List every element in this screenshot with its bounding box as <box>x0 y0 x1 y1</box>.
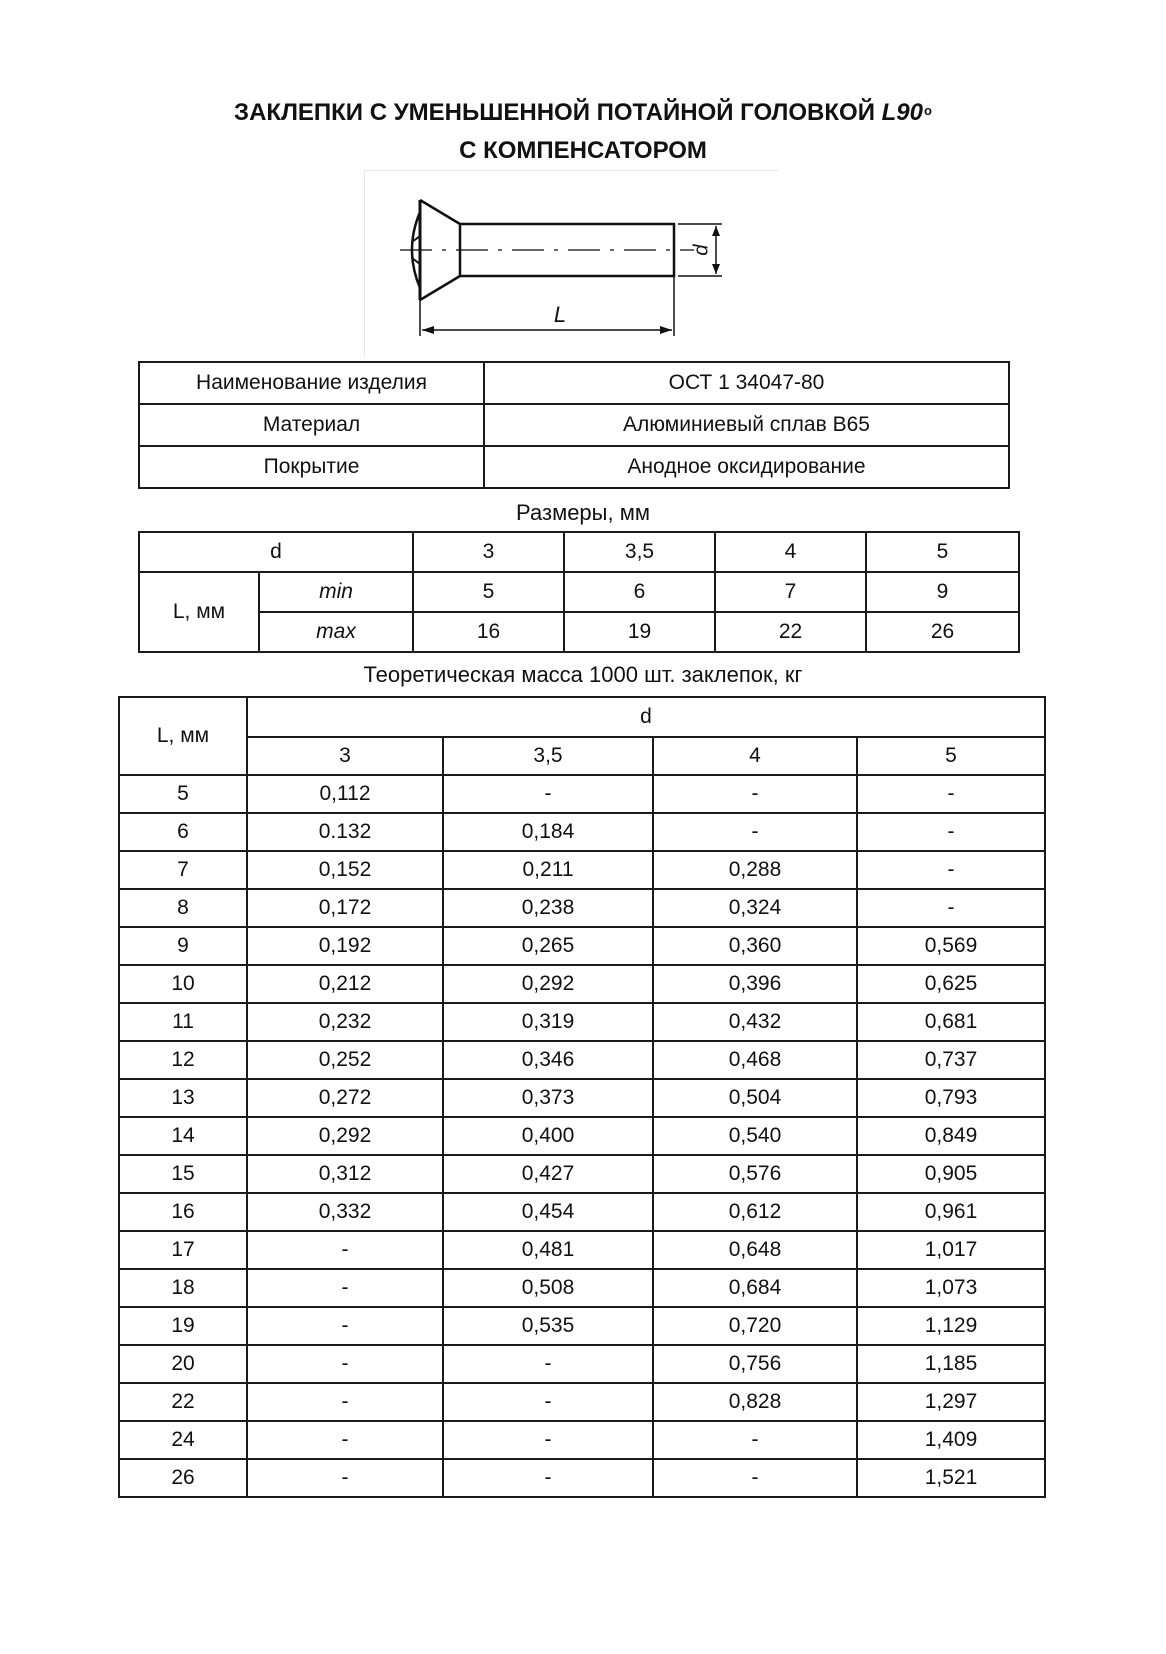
mass-cell: 0,540 <box>653 1117 857 1155</box>
max-value: 26 <box>866 612 1019 652</box>
info-label: Материал <box>139 404 484 446</box>
mass-cell: 0,152 <box>247 851 443 889</box>
mass-cell: - <box>247 1231 443 1269</box>
table-row <box>119 1383 1045 1421</box>
length-cell: 22 <box>119 1383 247 1421</box>
table-row <box>119 813 1045 851</box>
mass-cell: 1,297 <box>857 1383 1045 1421</box>
mass-cell: 0,288 <box>653 851 857 889</box>
mass-cell: - <box>247 1459 443 1497</box>
mass-cell: - <box>857 889 1045 927</box>
info-value: Алюминиевый сплав В65 <box>484 404 1009 446</box>
L-label: L <box>553 302 567 327</box>
mass-cell: - <box>653 1421 857 1459</box>
length-cell: 19 <box>119 1307 247 1345</box>
table-row <box>119 927 1045 965</box>
mass-cell: 0,400 <box>443 1117 653 1155</box>
mass-cell: 0,720 <box>653 1307 857 1345</box>
mass-cell: 0,312 <box>247 1155 443 1193</box>
mass-d-values-row <box>119 737 1045 775</box>
length-cell: 15 <box>119 1155 247 1193</box>
mass-cell: - <box>857 813 1045 851</box>
dimensions-table <box>138 531 1020 653</box>
mass-cell: 0,360 <box>653 927 857 965</box>
max-value: 22 <box>715 612 866 652</box>
mass-cell: 0,432 <box>653 1003 857 1041</box>
mass-cell: 0,232 <box>247 1003 443 1041</box>
mass-d-value: 5 <box>857 737 1045 775</box>
min-value: 7 <box>715 572 866 612</box>
L-header: L, мм <box>139 572 259 652</box>
mass-cell: 0,373 <box>443 1079 653 1117</box>
d-header: d <box>139 532 413 572</box>
length-cell: 24 <box>119 1421 247 1459</box>
mass-cell: 1,073 <box>857 1269 1045 1307</box>
mass-header-row <box>119 697 1045 737</box>
mass-cell: 1,409 <box>857 1421 1045 1459</box>
mass-cell: 0,504 <box>653 1079 857 1117</box>
mass-cell: 0,324 <box>653 889 857 927</box>
min-label: min <box>259 572 413 612</box>
mass-cell: 0,481 <box>443 1231 653 1269</box>
mass-cell: 0,319 <box>443 1003 653 1041</box>
length-cell: 10 <box>119 965 247 1003</box>
table-row <box>119 1231 1045 1269</box>
page-subtitle: С КОМПЕНСАТОРОМ <box>459 137 707 164</box>
dimensions-d-row <box>139 532 1019 572</box>
mass-cell: 0,252 <box>247 1041 443 1079</box>
table-row <box>119 1459 1045 1497</box>
length-cell: 13 <box>119 1079 247 1117</box>
mass-cell: 0,292 <box>247 1117 443 1155</box>
mass-cell: 1,521 <box>857 1459 1045 1497</box>
length-cell: 20 <box>119 1345 247 1383</box>
mass-cell: 0,332 <box>247 1193 443 1231</box>
mass-cell: - <box>653 813 857 851</box>
mass-cell: - <box>443 775 653 813</box>
table-row <box>119 1003 1045 1041</box>
mass-cell: - <box>653 775 857 813</box>
info-value: ОСТ 1 34047-80 <box>484 362 1009 404</box>
table-row <box>119 889 1045 927</box>
info-row <box>139 446 1009 488</box>
mass-cell: - <box>247 1383 443 1421</box>
length-cell: 18 <box>119 1269 247 1307</box>
length-cell: 8 <box>119 889 247 927</box>
length-cell: 26 <box>119 1459 247 1497</box>
info-row <box>139 404 1009 446</box>
mass-cell: 0,184 <box>443 813 653 851</box>
mass-cell: - <box>857 775 1045 813</box>
length-cell: 17 <box>119 1231 247 1269</box>
mass-cell: - <box>247 1269 443 1307</box>
mass-cell: 0,265 <box>443 927 653 965</box>
mass-cell: 0,828 <box>653 1383 857 1421</box>
product-info-table <box>138 361 1010 489</box>
table-row <box>119 1041 1045 1079</box>
mass-cell: 0,468 <box>653 1041 857 1079</box>
length-cell: 12 <box>119 1041 247 1079</box>
info-label: Покрытие <box>139 446 484 488</box>
mass-cell: - <box>247 1421 443 1459</box>
mass-cell: - <box>653 1459 857 1497</box>
length-cell: 11 <box>119 1003 247 1041</box>
mass-cell: 0,346 <box>443 1041 653 1079</box>
mass-cell: 0,427 <box>443 1155 653 1193</box>
table-row <box>119 1345 1045 1383</box>
title-text: ЗАКЛЕПКИ С УМЕНЬШЕННОЙ ПОТАЙНОЙ ГОЛОВКОЙ <box>234 99 875 126</box>
mass-cell: 0,625 <box>857 965 1045 1003</box>
min-value: 6 <box>564 572 715 612</box>
mass-cell: 0,576 <box>653 1155 857 1193</box>
min-value: 9 <box>866 572 1019 612</box>
mass-cell: - <box>443 1459 653 1497</box>
mass-cell: 0,961 <box>857 1193 1045 1231</box>
info-label: Наименование изделия <box>139 362 484 404</box>
info-value: Анодное оксидирование <box>484 446 1009 488</box>
dimensions-caption: Размеры, мм <box>516 500 650 525</box>
mass-cell: 0,112 <box>247 775 443 813</box>
info-row <box>139 362 1009 404</box>
mass-cell: 0,612 <box>653 1193 857 1231</box>
mass-cell: 0,212 <box>247 965 443 1003</box>
length-cell: 9 <box>119 927 247 965</box>
mass-cell: 0,535 <box>443 1307 653 1345</box>
mass-cell: 1,185 <box>857 1345 1045 1383</box>
mass-cell: 0,905 <box>857 1155 1045 1193</box>
mass-cell: 0,211 <box>443 851 653 889</box>
mass-cell: 1,129 <box>857 1307 1045 1345</box>
table-row <box>119 1193 1045 1231</box>
d-value: 3 <box>413 532 564 572</box>
table-row <box>119 1269 1045 1307</box>
degree-mark: o <box>923 103 932 118</box>
mass-cell: 0,737 <box>857 1041 1045 1079</box>
mass-cell: 0,238 <box>443 889 653 927</box>
min-value: 5 <box>413 572 564 612</box>
mass-cell: 0,756 <box>653 1345 857 1383</box>
mass-cell: - <box>857 851 1045 889</box>
mass-table <box>118 696 1046 1498</box>
d-value: 5 <box>866 532 1019 572</box>
dimensions-min-row <box>139 572 1019 612</box>
mass-cell: 0,172 <box>247 889 443 927</box>
table-row <box>119 965 1045 1003</box>
mass-cell: 0,272 <box>247 1079 443 1117</box>
mass-cell: - <box>443 1345 653 1383</box>
mass-cell: 0,569 <box>857 927 1045 965</box>
mass-cell: 0,849 <box>857 1117 1045 1155</box>
mass-cell: 0.132 <box>247 813 443 851</box>
mass-cell: 0,508 <box>443 1269 653 1307</box>
mass-cell: - <box>247 1345 443 1383</box>
table-row <box>119 775 1045 813</box>
mass-d-value: 4 <box>653 737 857 775</box>
mass-cell: 0,681 <box>857 1003 1045 1041</box>
mass-L-header: L, мм <box>119 697 247 775</box>
d-value: 4 <box>715 532 866 572</box>
length-cell: 16 <box>119 1193 247 1231</box>
page-title <box>0 96 1166 130</box>
rivet-drawing <box>364 170 778 356</box>
table-row <box>119 1117 1045 1155</box>
d-label: d <box>690 244 713 256</box>
mass-cell: 0,648 <box>653 1231 857 1269</box>
table-row <box>119 1079 1045 1117</box>
mass-d-value: 3 <box>247 737 443 775</box>
table-row <box>119 1155 1045 1193</box>
mass-cell: 1,017 <box>857 1231 1045 1269</box>
mass-cell: 0,454 <box>443 1193 653 1231</box>
mass-caption: Теоретическая масса 1000 шт. заклепок, кг <box>363 662 803 687</box>
mass-cell: - <box>443 1421 653 1459</box>
mass-cell: - <box>443 1383 653 1421</box>
table-row <box>119 1307 1045 1345</box>
title-angle: L90 <box>881 99 923 126</box>
d-value: 3,5 <box>564 532 715 572</box>
mass-cell: 0,684 <box>653 1269 857 1307</box>
max-label: max <box>259 612 413 652</box>
mass-cell: 0,396 <box>653 965 857 1003</box>
length-cell: 5 <box>119 775 247 813</box>
mass-cell: 0,292 <box>443 965 653 1003</box>
max-value: 16 <box>413 612 564 652</box>
mass-cell: - <box>247 1307 443 1345</box>
mass-cell: 0,793 <box>857 1079 1045 1117</box>
dimensions-max-row <box>139 612 1019 652</box>
mass-d-value: 3,5 <box>443 737 653 775</box>
length-cell: 14 <box>119 1117 247 1155</box>
length-cell: 7 <box>119 851 247 889</box>
max-value: 19 <box>564 612 715 652</box>
mass-d-header: d <box>247 697 1045 737</box>
table-row <box>119 851 1045 889</box>
table-row <box>119 1421 1045 1459</box>
length-cell: 6 <box>119 813 247 851</box>
mass-cell: 0,192 <box>247 927 443 965</box>
